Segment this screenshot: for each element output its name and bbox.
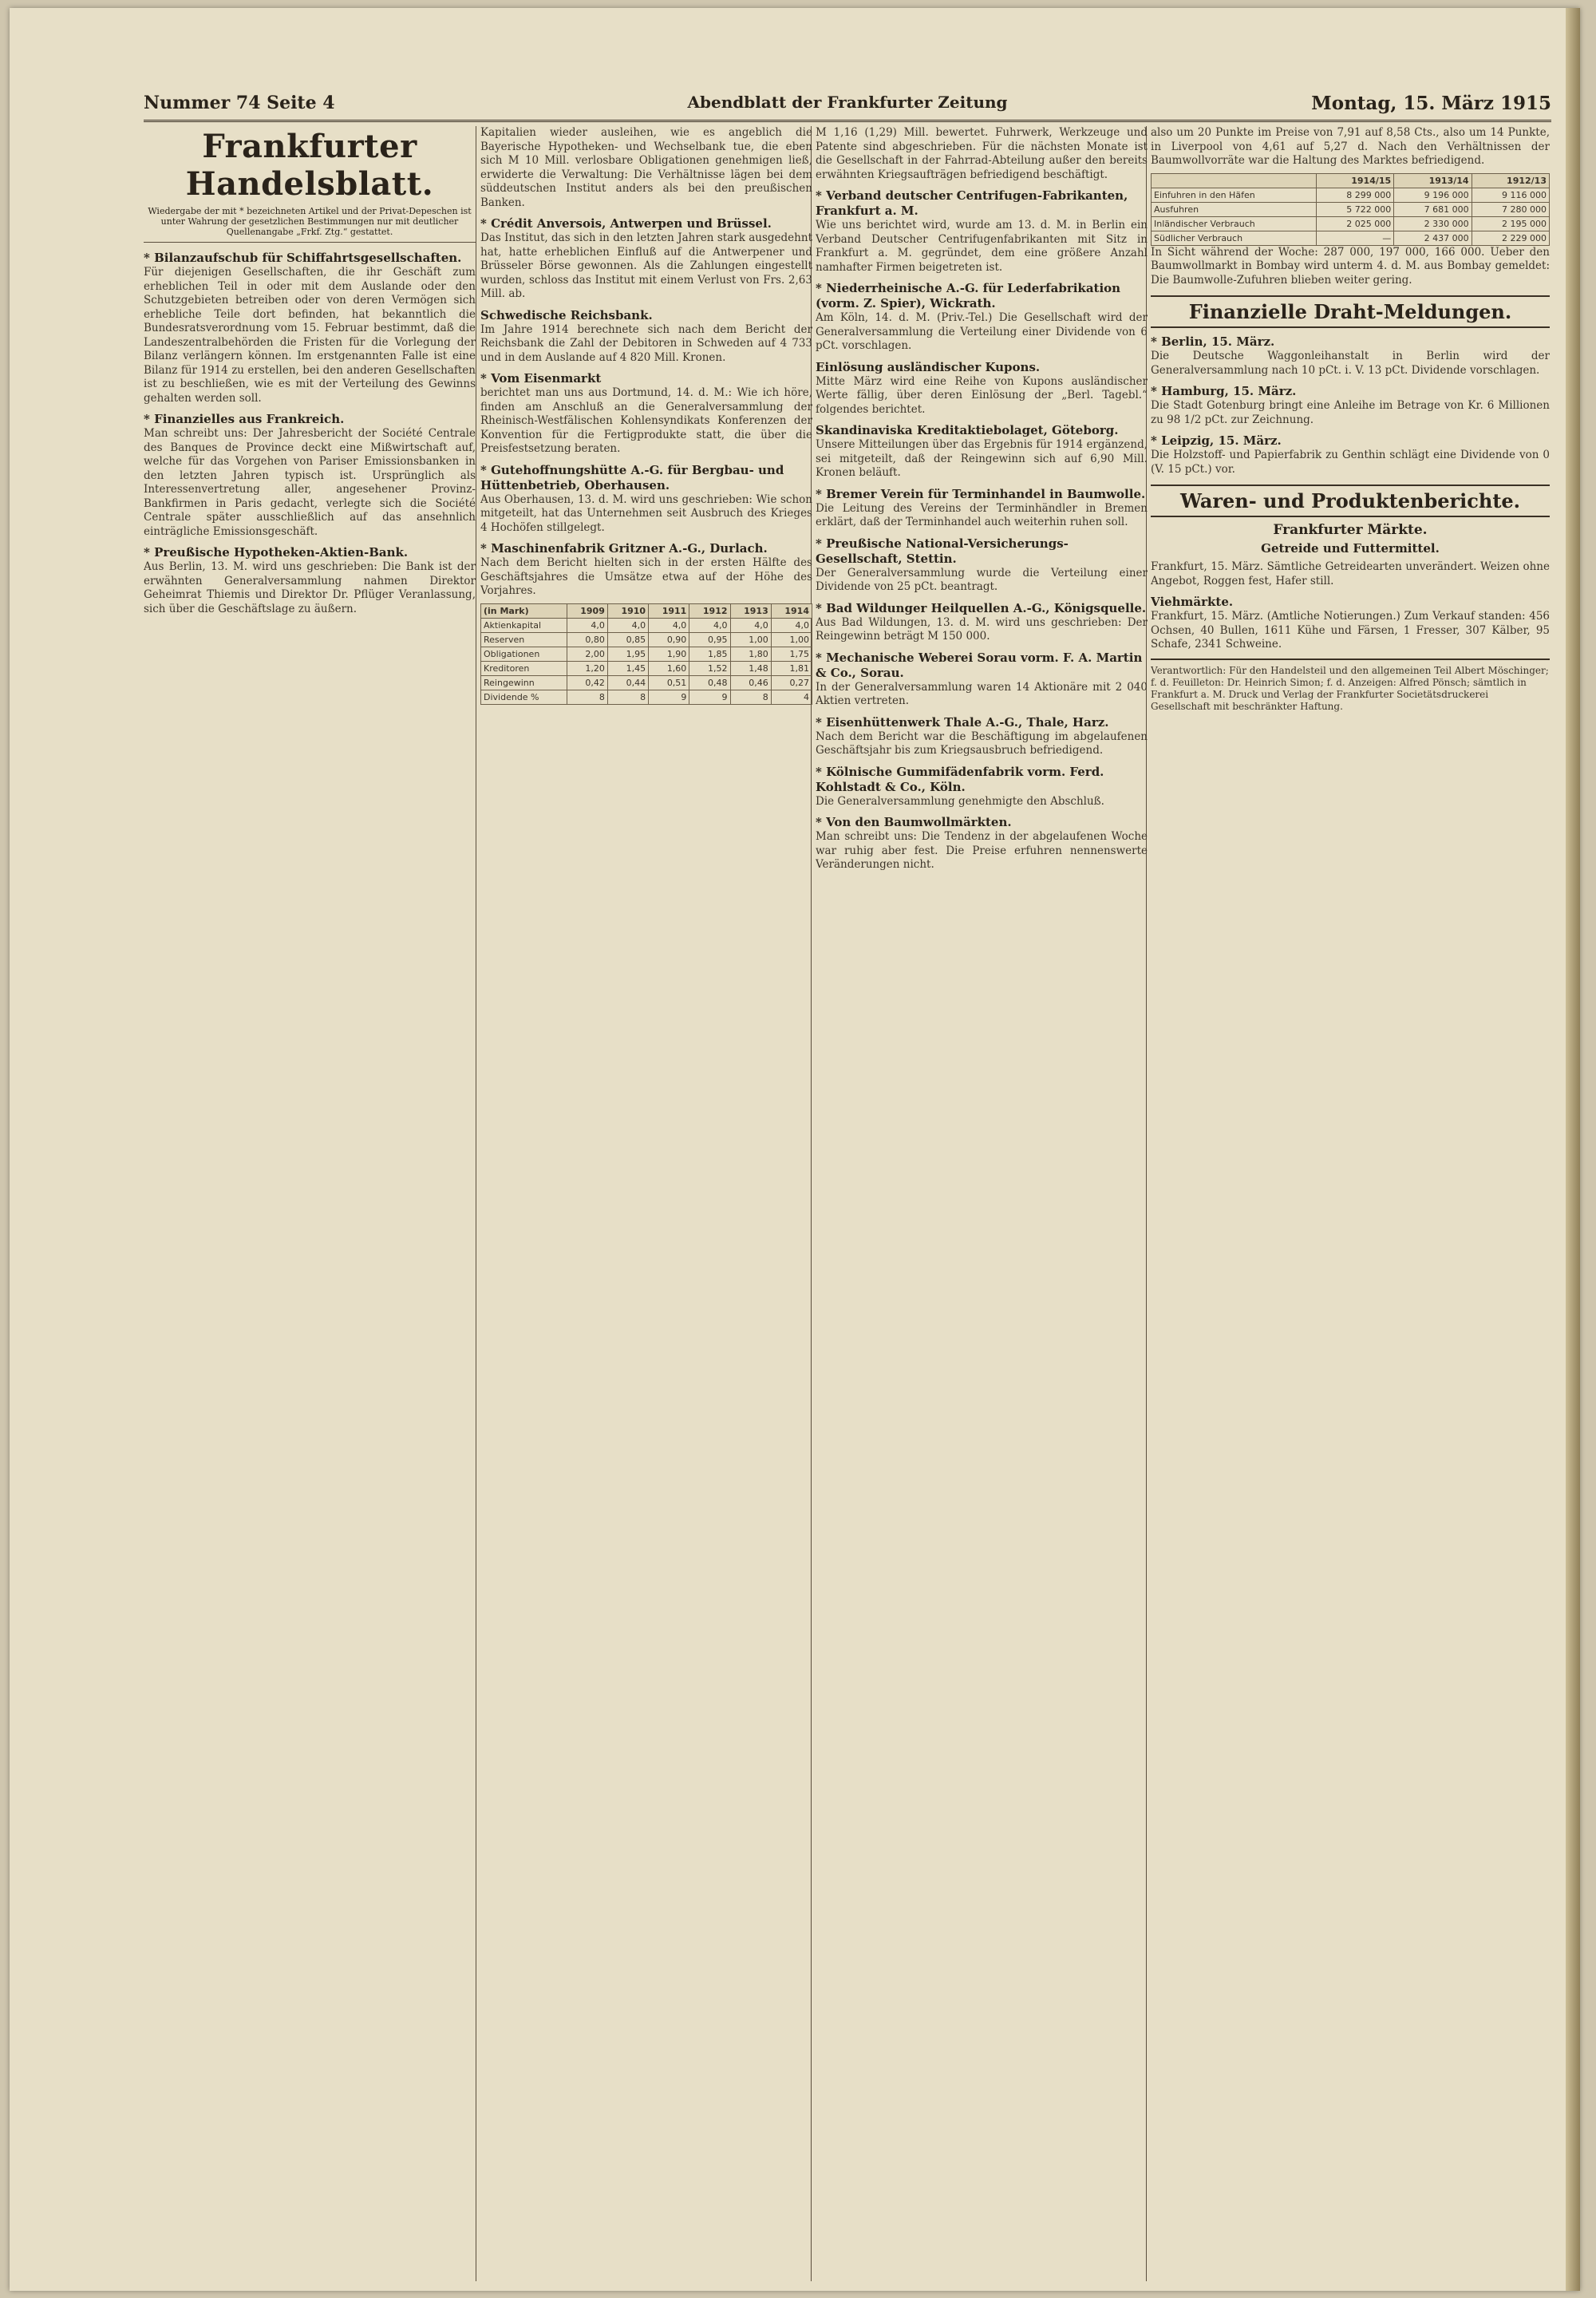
table-cell: 2 229 000 <box>1472 231 1549 245</box>
table-cell: 1,95 <box>607 647 648 661</box>
balance-table <box>480 603 812 705</box>
article-text: Aus Bad Wildungen, 13. d. M. wird uns geschrieben: Der Reingewinn beträgt M 150 000. <box>816 615 1148 643</box>
table-cell: — <box>1316 231 1393 245</box>
table-row <box>1152 231 1550 245</box>
cotton-stock-table <box>1151 173 1550 246</box>
issue-number: Nummer 74 Seite 4 <box>144 93 335 113</box>
column-1 <box>144 126 476 2281</box>
table-cell: 2 025 000 <box>1316 216 1393 231</box>
article-text: also um 20 Punkte im Preise von 7,91 auf 8,58 Cts., also um 14 Punkte, in Liverpool von 4,61 auf 5,27 d. Nach den Verhältnissen der Baumwollvorräte war die Haltung des Marktes befriedigend. <box>1151 126 1550 167</box>
article-heading: * Kölnische Gummifädenfabrik vorm. Ferd. Kohlstadt & Co., Köln. <box>816 764 1104 794</box>
table-header-row <box>1152 173 1550 188</box>
column-4 <box>1151 126 1550 2281</box>
section-subtitle: Wiedergabe der mit * bezeichneten Artikel und der Privat-Depeschen ist unter Wahrung der gesetzlichen Bestimmungen nur mit deutlicher Quellenangabe „Frkf. Ztg.“ gestattet. <box>144 206 476 243</box>
article-heading: * Gutehoffnungshütte A.-G. für Bergbau- und Hüttenbetrieb, Oberhausen. <box>480 462 784 492</box>
table-cell: 1,00 <box>771 632 812 647</box>
article-text: Im Jahre 1914 berechnete sich nach dem Bericht der Reichsbank die Zahl der Debitoren in Schweden auf 4 733 und in dem Auslande auf 4 820 Mill. Kronen. <box>480 322 812 364</box>
table-cell: 0,80 <box>567 632 607 647</box>
table-header: (in Mark) <box>481 603 567 618</box>
table-cell: 7 280 000 <box>1472 202 1549 216</box>
markt-subheading: Frankfurter Märkte. <box>1273 522 1428 538</box>
article-text: Nach dem Bericht war die Beschäftigung im abgelaufenen Geschäftsjahr bis zum Kriegsausbruch befriedigend. <box>816 730 1148 757</box>
table-cell: 0,90 <box>649 632 689 647</box>
table-cell: 1,45 <box>607 661 648 675</box>
article-heading: * Preußische National-Versicherungs-Gesellschaft, Stettin. <box>816 536 1069 566</box>
article-text: Die Leitung des Vereins der Terminhändler in Bremen erklärt, daß der Terminhandel auch weiterhin ruhen soll. <box>816 501 1148 528</box>
col4d-articles <box>1151 560 1550 652</box>
article-text: Frankfurt, 15. März. (Amtliche Notierungen.) Zum Verkauf standen: 456 Ochsen, 40 Bullen, 1611 Kühe und Färsen, 1 Fresser, 307 Kälber, 95 Schafe, 2341 Schweine. <box>1151 610 1550 651</box>
masthead <box>144 86 1551 122</box>
table-cell: 9 <box>649 690 689 704</box>
article-text: Am Köln, 14. d. M. (Priv.-Tel.) Die Gesellschaft wird der Generalversammlung die Verteilung einer Dividende von 6 pCt. vorschlagen. <box>816 311 1148 352</box>
table-cell: 1,90 <box>649 647 689 661</box>
article-heading: Schwedische Reichsbank. <box>480 307 653 322</box>
table-cell: 2 330 000 <box>1394 216 1472 231</box>
table-row <box>481 647 812 661</box>
table-header: 1909 <box>567 603 607 618</box>
col1-articles <box>144 251 476 616</box>
article-text: Frankfurt, 15. März. Sämtliche Getreidearten unverändert. Weizen ohne Angebot, Roggen fest, Hafer still. <box>1151 560 1550 587</box>
article-heading: * Berlin, 15. März. <box>1151 334 1275 349</box>
page-spine <box>1566 8 1580 2291</box>
table-row <box>481 632 812 647</box>
article-text: Für diejenigen Gesellschaften, die ihr Geschäft zum erheblichen Teil in oder mit dem Auslande oder den Schutzgebieten betreiben oder von deren Vermögen sich erhebliche Teile dort befinden, hat bekanntlich die Bundesratsverordnung vom 15. Februar bestimmt, daß die Landeszentralbehörden die Fristen für die Vorlegung der Bilanz verlängern können. Im erstgenannten Falle ist eine Bilanz für 1914 zu erstellen, bei den anderen Gesellschaften ist zu beschließen, wie es mit der Verteilung des Gewinns gehalten werden soll. <box>144 266 476 405</box>
article-heading: Skandinaviska Kreditaktiebolaget, Göteborg. <box>816 423 1119 437</box>
article-text: Mitte März wird eine Reihe von Kupons ausländischer Werte fällig, über deren Einlösung der „Berl. Tagebl.“ folgendes berichtet. <box>816 374 1148 416</box>
table-cell: 1,80 <box>730 647 771 661</box>
article-text: Wie uns berichtet wird, wurde am 13. d. M. in Berlin ein Verband Deutscher Centrifugenfabrikanten mit Sitz in Frankfurt a. M. gegründet, dem eine größere Anzahl namhafter Firmen beigetreten ist. <box>816 219 1148 274</box>
table-header: 1910 <box>607 603 648 618</box>
table-cell: 7 681 000 <box>1394 202 1472 216</box>
table-cell: Aktienkapital <box>481 618 567 632</box>
table-row <box>481 661 812 675</box>
table-cell: 0,48 <box>689 675 730 690</box>
table-header <box>1152 173 1317 188</box>
table-row <box>481 690 812 704</box>
table-cell: 0,46 <box>730 675 771 690</box>
article-heading: * Mechanische Weberei Sorau vorm. F. A. Martin & Co., Sorau. <box>816 650 1143 680</box>
article-text: Kapitalien wieder ausleihen, wie es angeblich die Bayerische Hypotheken- und Wechselbank tue, die eben sich M 10 Mill. verlosbare Obligationen genehmigen ließ, erwiderte die Verwaltung: Die Verhältnisse lägen bei dem süddeutschen Institut anders als bei den preußischen Banken. <box>480 126 812 209</box>
section-title: Frankfurter Handelsblatt. <box>185 128 434 203</box>
article-heading: Viehmärkte. <box>1151 595 1234 609</box>
table-row <box>1152 202 1550 216</box>
table-header: 1913/14 <box>1394 173 1472 188</box>
article-text: Die Deutsche Waggonleihanstalt in Berlin wird der Generalversammlung nach 10 pCt. i. V. 13 pCt. Dividende vorschlagen. <box>1151 350 1550 377</box>
table-cell: 2 195 000 <box>1472 216 1549 231</box>
article-heading: Einlösung ausländischer Kupons. <box>816 359 1041 374</box>
article-text: Das Institut, das sich in den letzten Jahren stark ausgedehnt hat, hatte erheblichen Einfluß auf die Antwerpener und Brüsseler Börse gewonnen. Als die Zahlungen eingestellt wurden, schloss das Institut mit einem Verlust von Frs. 2,63 Mill. ab. <box>480 231 812 300</box>
article-text: Man schreibt uns: Die Tendenz in der abgelaufenen Woche war ruhig aber fest. Die Preise erfuhren nennenswerte Veränderungen nicht. <box>816 830 1148 871</box>
table-cell: 1,85 <box>689 647 730 661</box>
article-text: In der Generalversammlung waren 14 Aktionäre mit 2 040 Aktien vertreten. <box>816 680 1148 707</box>
table-cell: 1,20 <box>567 661 607 675</box>
article-text: Unsere Mitteilungen über das Ergebnis für 1914 ergänzend, sei mitgeteilt, daß der Reingewinn sich auf 6,90 Mill. Kronen beläuft. <box>816 438 1148 479</box>
table-row <box>481 618 812 632</box>
table-cell: 4,0 <box>649 618 689 632</box>
article-heading: * Preußische Hypotheken-Aktien-Bank. <box>144 545 409 560</box>
table-header-row <box>481 603 812 618</box>
article-heading: * Eisenhüttenwerk Thale A.-G., Thale, Harz. <box>816 714 1109 730</box>
table-header: 1913 <box>730 603 771 618</box>
table-header: 1912 <box>689 603 730 618</box>
table-cell: Inländischer Verbrauch <box>1152 216 1317 231</box>
table-cell: 1,60 <box>649 661 689 675</box>
article-text: M 1,16 (1,29) Mill. bewertet. Fuhrwerk, Werkzeuge und Patente sind abgeschrieben. Für die nächsten Monate ist die Gesellschaft in der Fahrrad-Abteilung außer den bereits erwähnten Kriegsaufträgen befriedigend beschäftigt. <box>816 126 1148 181</box>
article-heading: * Vom Eisenmarkt <box>480 371 602 386</box>
article-text: berichtet man uns aus Dortmund, 14. d. M.: Wie ich höre, finden am Anschluß an die Generalversammlung der Rheinisch-Westfälischen Kohlensyndikats Konferenzen der Konvention für die Fertigprodukte statt, die über die Preisfestsetzung beraten. <box>480 386 812 455</box>
table-cell: 0,95 <box>689 632 730 647</box>
table-row <box>481 675 812 690</box>
table-cell: Einfuhren in den Häfen <box>1152 188 1317 202</box>
cotton-stock-body <box>1152 188 1550 245</box>
newspaper-title: Abendblatt der Frankfurter Zeitung <box>687 93 1008 112</box>
waren-heading: Waren- und Produktenberichte. <box>1151 485 1550 517</box>
article-text: Die Stadt Gotenburg bringt eine Anleihe im Betrage von Kr. 6 Millionen zu 98 1/2 pCt. zur Zeichnung. <box>1151 399 1550 426</box>
table-cell: 8 <box>607 690 648 704</box>
table-cell: Obligationen <box>481 647 567 661</box>
col3-articles <box>816 126 1148 872</box>
column-2 <box>480 126 812 2281</box>
draht-heading: Finanzielle Draht-Meldungen. <box>1151 295 1550 328</box>
table-cell: 4,0 <box>567 618 607 632</box>
column-3 <box>816 126 1148 2281</box>
table-cell: Südlicher Verbrauch <box>1152 231 1317 245</box>
table-row <box>1152 188 1550 202</box>
article-text: Der Generalversammlung wurde die Verteilung einer Dividende von 25 pCt. beantragt. <box>816 566 1148 593</box>
col4c-articles <box>1151 334 1550 477</box>
article-heading: * Maschinenfabrik Gritzner A.-G., Durlach. <box>480 541 768 556</box>
col4b-articles <box>1151 246 1550 288</box>
col4a-articles <box>1151 126 1550 168</box>
table-cell: 2 437 000 <box>1394 231 1472 245</box>
table-row <box>1152 216 1550 231</box>
table-cell: 1,00 <box>730 632 771 647</box>
article-heading: * Bremer Verein für Terminhandel in Baumwolle. <box>816 486 1146 501</box>
article-heading: * Bilanzaufschub für Schiffahrtsgesellschaften. <box>144 251 462 265</box>
table-cell: 9 116 000 <box>1472 188 1549 202</box>
table-cell: 1,48 <box>730 661 771 675</box>
newspaper-page <box>10 8 1580 2291</box>
table-cell: 0,27 <box>771 675 812 690</box>
article-text: Aus Berlin, 13. M. wird uns geschrieben: Die Bank ist der erwähnten Generalversammlung nahmen Direktor Geheimrat Thiemis und Direktor Dr. Pflüger Veranlassung, sich über die Geschäftslage zu äußern. <box>144 560 476 615</box>
table-header: 1914 <box>771 603 812 618</box>
table-cell: 8 <box>567 690 607 704</box>
article-heading: * Niederrheinische A.-G. für Lederfabrikation (vorm. Z. Spier), Wickrath. <box>816 281 1121 310</box>
article-text: Aus Oberhausen, 13. d. M. wird uns geschrieben: Wie schon mitgeteilt, hat das Unternehmen seit Ausbruch des Krieges 4 Hochöfen stillgelegt. <box>480 492 812 534</box>
table-cell: Reserven <box>481 632 567 647</box>
table-cell: 8 299 000 <box>1316 188 1393 202</box>
table-cell: Dividende % <box>481 690 567 704</box>
article-heading: * Finanzielles aus Frankreich. <box>144 412 345 426</box>
table-cell: 4,0 <box>607 618 648 632</box>
table-cell: Kreditoren <box>481 661 567 675</box>
table-cell: 0,44 <box>607 675 648 690</box>
article-heading: * Hamburg, 15. März. <box>1151 384 1297 398</box>
table-cell: 1,81 <box>771 661 812 675</box>
table-cell: 4 <box>771 690 812 704</box>
article-heading: * Verband deutscher Centrifugen-Fabrikanten, Frankfurt a. M. <box>816 188 1128 218</box>
imprint-footer: Verantwortlich: Für den Handelsteil und den allgemeinen Teil Albert Möschinger; f. d. Feuilleton: Dr. Heinrich Simon; f. d. Anzeigen: Alfred Pönsch; sämtlich in Frankfurt a. M. Druck und Verlag der Frankfurter Societätsdruckerei Gesellschaft mit beschränkter Haftung. <box>1151 659 1550 713</box>
getreide-subheading: Getreide und Futtermittel. <box>1261 541 1440 556</box>
table-header: 1914/15 <box>1316 173 1393 188</box>
table-cell: 0,42 <box>567 675 607 690</box>
balance-table-body <box>481 618 812 704</box>
article-heading: * Leipzig, 15. März. <box>1151 433 1282 448</box>
table-cell: 4,0 <box>689 618 730 632</box>
article-text: In Sicht während der Woche: 287 000, 197 000, 166 000. Ueber den Baumwollmarkt in Bombay wird unterm 4. d. M. aus Bombay gemeldet: Die Baumwolle-Zufuhren blieben weiter gering. <box>1151 245 1550 287</box>
table-header: 1911 <box>649 603 689 618</box>
table-cell: 9 <box>689 690 730 704</box>
table-header: 1912/13 <box>1472 173 1549 188</box>
article-text: Man schreibt uns: Der Jahresbericht der Société Centrale des Banques de Province deckt eine Mißwirtschaft auf, welche für das Vorgehen von Pariser Emissionsbanken in den letzten Jahren typisch ist. Ursprünglich als Interessenvertretung aller, angesehener Provinz-Bankfirmen in Paris gedacht, verlegte sich die Société Centrale später ausschließlich auf das ansehnlich einträgliche Emissionsgeschäft. <box>144 427 476 538</box>
table-cell: Ausfuhren <box>1152 202 1317 216</box>
article-text: Die Generalversammlung genehmigte den Abschluß. <box>816 794 1104 808</box>
issue-date: Montag, 15. März 1915 <box>1311 93 1551 114</box>
article-heading: * Crédit Anversois, Antwerpen und Brüssel. <box>480 216 772 231</box>
table-cell: 1,75 <box>771 647 812 661</box>
table-cell: 5 722 000 <box>1316 202 1393 216</box>
table-cell: 4,0 <box>730 618 771 632</box>
table-cell: 2,00 <box>567 647 607 661</box>
table-cell: 0,51 <box>649 675 689 690</box>
table-cell: Reingewinn <box>481 675 567 690</box>
article-text: Die Holzstoff- und Papierfabrik zu Genthin schlägt eine Dividende von 0 (V. 15 pCt.) vor. <box>1151 449 1550 476</box>
table-cell: 8 <box>730 690 771 704</box>
article-heading: * Bad Wildunger Heilquellen A.-G., Königsquelle. <box>816 600 1147 615</box>
col2-articles <box>480 126 812 599</box>
table-cell: 0,85 <box>607 632 648 647</box>
table-cell: 4,0 <box>771 618 812 632</box>
table-cell: 1,52 <box>689 661 730 675</box>
article-heading: * Von den Baumwollmärkten. <box>816 815 1012 829</box>
article-text: Nach dem Bericht hielten sich in der ersten Hälfte des Geschäftsjahres die Umsätze etwa auf der Höhe des Vorjahres. <box>480 556 812 597</box>
table-cell: 9 196 000 <box>1394 188 1472 202</box>
